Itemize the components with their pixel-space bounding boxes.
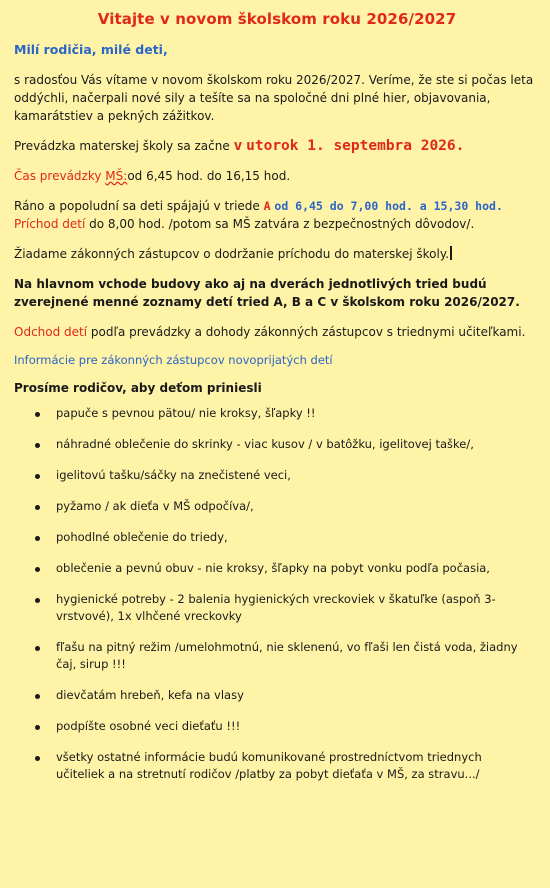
start-date: utorok 1. septembra 2026. — [246, 138, 465, 154]
info-heading: Informácie pre zákonných zástupcov novoprijatých detí — [14, 353, 333, 367]
arrival-text: do 8,00 hod. /potom sa MŠ zatvára z bezpečnostných dôvodov/. — [85, 217, 475, 231]
start-text: Prevádzka materskej školy sa začne — [14, 139, 230, 153]
items-list — [14, 405, 540, 783]
list-item: fľašu na pitný režim /umelohmotnú, nie sklenenú, vo fľaši len čistá voda, žiadny čaj, sirup !!! — [14, 639, 540, 673]
list-item: pohodlné oblečenie do triedy, — [14, 529, 540, 546]
please-heading: Prosíme rodičov, aby deťom priniesli — [14, 381, 262, 395]
intro-paragraph: s radosťou Vás vítame v novom školskom roku 2026/2027. Veríme, že ste si počas leta oddýchli, načerpali nové sily a tešíte sa na spoločné dni plné hier, objavovania, kamarátstiev a pekných zážitkov. — [14, 73, 534, 123]
arrival-label: Príchod detí — [14, 217, 86, 231]
merge-class-a: A — [263, 199, 271, 213]
merge-times: od 6,45 do 7,00 hod. a 15,30 hod. — [274, 199, 503, 213]
list-item: igelitovú tašku/sáčky na znečistené veci, — [14, 467, 540, 484]
hours-ms: MŠ: — [105, 169, 128, 183]
merge-paragraph — [14, 197, 540, 215]
merge-text: Ráno a popoludní sa deti spájajú v triede — [14, 199, 260, 213]
greeting: Milí rodičia, milé deti, — [14, 42, 168, 57]
hours-value: od 6,45 hod. do 16,15 hod. — [127, 169, 291, 183]
hours-paragraph — [14, 167, 540, 185]
request-paragraph — [14, 245, 540, 263]
start-paragraph — [14, 137, 540, 155]
list-item: hygienické potreby - 2 balenia hygienických vreckoviek v škatuľke (aspoň 3-vrstvové), 1x vlhčené vreckovky — [14, 591, 540, 625]
departure-paragraph — [14, 323, 540, 341]
page-title: Vitajte v novom školskom roku 2026/2027 — [97, 10, 457, 28]
list-item: náhradné oblečenie do skrinky - viac kusov / v batôžku, igelitovej taške/, — [14, 436, 540, 453]
departure-label: Odchod detí — [14, 325, 88, 339]
request-text: Žiadame zákonných zástupcov o dodržanie príchodu do materskej školy. — [14, 247, 450, 261]
arrival-paragraph — [14, 215, 540, 233]
list-item: papuče s pevnou pätou/ nie kroksy, šľapky !! — [14, 405, 540, 422]
list-item: pyžamo / ak dieťa v MŠ odpočíva/, — [14, 498, 540, 515]
departure-text: podľa prevádzky a dohody zákonných zástupcov s triednymi učiteľkami. — [87, 325, 526, 339]
list-item: dievčatám hrebeň, kefa na vlasy — [14, 687, 540, 704]
list-item: podpíšte osobné veci dieťaťu !!! — [14, 718, 540, 735]
lists-note-paragraph: Na hlavnom vchode budovy ako aj na dverách jednotlivých tried budú zverejnené menné zoznamy detí tried A, B a C v školskom roku 2026/2027. — [14, 277, 520, 309]
text-cursor — [450, 246, 452, 260]
list-item: oblečenie a pevnú obuv - nie kroksy, šľapky na pobyt vonku podľa počasia, — [14, 560, 540, 577]
hours-label: Čas prevádzky — [14, 169, 102, 183]
start-v: v — [233, 138, 243, 154]
list-item: všetky ostatné informácie budú komunikované prostredníctvom triednych učiteliek a na stretnutí rodičov /platby za pobyt dieťaťa v MŠ, za stravu.../ — [14, 749, 540, 783]
